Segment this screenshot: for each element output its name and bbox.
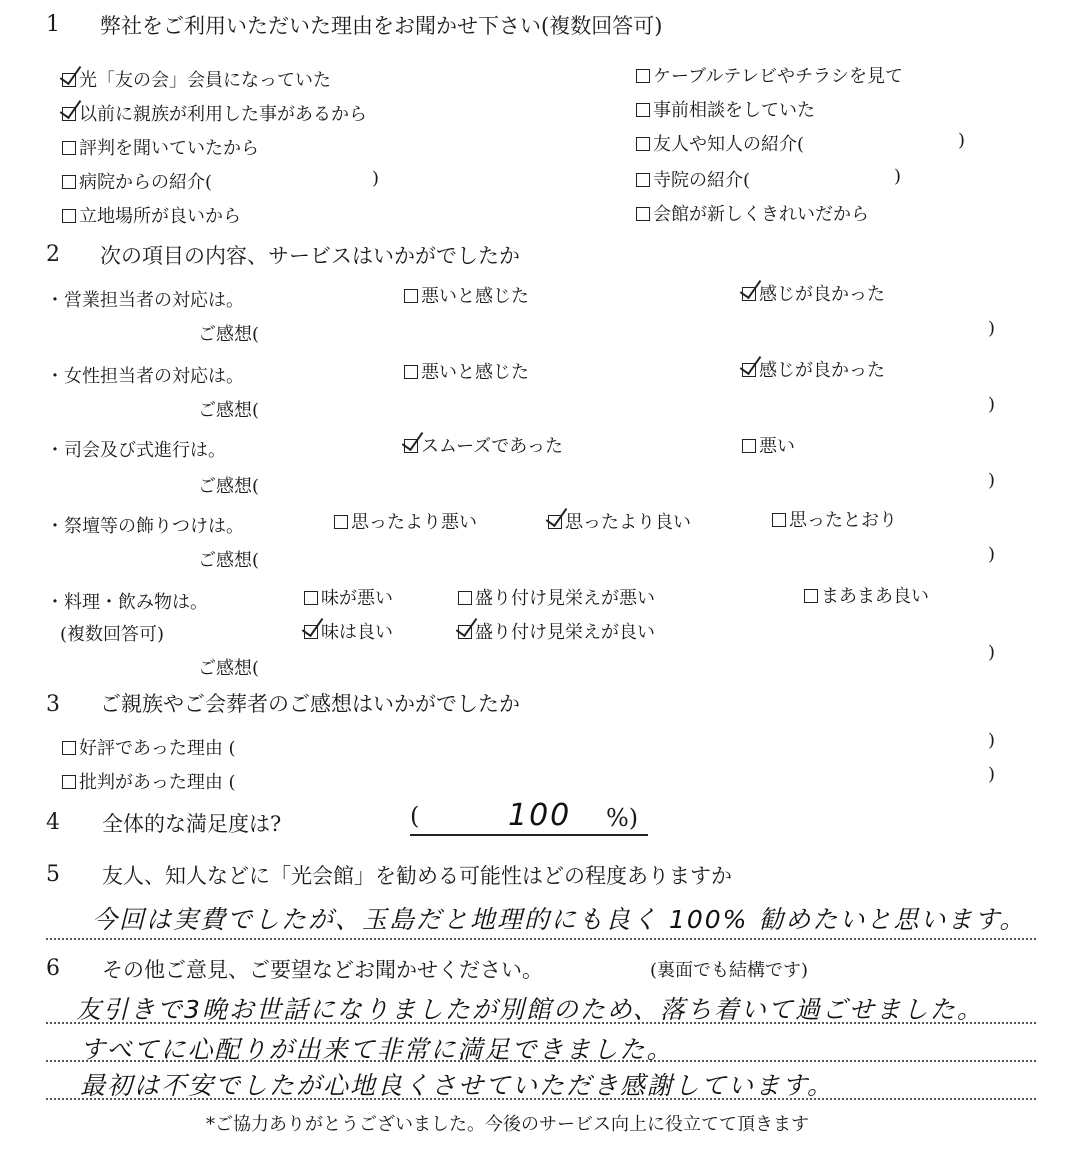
q3-criticism[interactable]: 批判があった理由 (: [62, 768, 236, 794]
q2-food-impression: ご感想(: [198, 658, 260, 679]
q1-option-friend[interactable]: 友人や知人の紹介(: [636, 130, 804, 156]
q2-mc-smooth[interactable]: スムーズであった: [404, 432, 563, 458]
q2-food-taste-good[interactable]: 味は良い: [304, 618, 393, 644]
q1-option-consultation[interactable]: 事前相談をしていた: [636, 96, 815, 122]
q5-answer[interactable]: 今回は実費でしたが、玉島だと地理的にも良く 100% 勧めたいと思います。: [92, 905, 1027, 934]
checkbox[interactable]: [304, 591, 318, 605]
q3-favorable-close: ): [988, 730, 996, 751]
q2-altar-better[interactable]: 思ったより良い: [548, 508, 691, 534]
q2-mc-impression: ご感想(: [198, 476, 260, 497]
q5-number: 5: [46, 862, 60, 887]
q4-title: 全体的な満足度は?: [102, 812, 282, 836]
q2-food-impression-close: ): [988, 642, 996, 663]
checkbox[interactable]: [742, 439, 756, 453]
q3-number: 3: [46, 692, 60, 717]
q2-sales-impression: ご感想(: [198, 324, 260, 345]
q2-food-taste-bad[interactable]: 味が悪い: [304, 584, 393, 610]
q1-option-tomonokai[interactable]: 光「友の会」会員になっていた: [62, 66, 331, 92]
q1-number: 1: [46, 12, 60, 37]
q2-altar-expected[interactable]: 思ったとおり: [772, 506, 897, 532]
q2-sales-good[interactable]: 感じが良かった: [742, 280, 885, 306]
checkbox-checked[interactable]: [62, 73, 76, 87]
q3-criticism-close: ): [988, 764, 996, 785]
checkbox-checked[interactable]: [304, 625, 318, 639]
checkbox-checked[interactable]: [742, 287, 756, 301]
q4-open-paren: (: [410, 802, 420, 830]
q2-female-good[interactable]: 感じが良かった: [742, 356, 885, 382]
q2-altar-label: ・祭壇等の飾りつけは。: [46, 516, 244, 537]
q1-option-location[interactable]: 立地場所が良いから: [62, 202, 241, 228]
q2-number: 2: [46, 242, 60, 267]
checkbox[interactable]: [804, 589, 818, 603]
checkbox[interactable]: [62, 175, 76, 189]
q4-percent-unit: %): [606, 804, 639, 832]
q1-option-relative-used[interactable]: 以前に親族が利用した事があるから: [62, 100, 367, 126]
checkbox[interactable]: [404, 365, 418, 379]
checkbox[interactable]: [636, 69, 650, 83]
checkbox-checked[interactable]: [404, 439, 418, 453]
checkbox[interactable]: [404, 289, 418, 303]
checkbox-checked[interactable]: [548, 515, 562, 529]
q2-altar-impression-close: ): [988, 544, 996, 565]
q2-female-impression-close: ): [988, 394, 996, 415]
q6-ruled-line-2: [46, 1060, 1036, 1062]
q2-food-label: ・料理・飲み物は。: [46, 592, 208, 613]
q6-number: 6: [46, 956, 60, 981]
q6-note: (裏面でも結構です): [650, 960, 809, 981]
checkbox[interactable]: [772, 513, 786, 527]
q2-mc-impression-close: ): [988, 470, 996, 491]
q1-option-temple[interactable]: 寺院の紹介(: [636, 166, 750, 192]
q6-answer-line-1[interactable]: 友引きで3晩お世話になりましたが別館のため、落ち着いて過ごせました。: [76, 995, 984, 1024]
q2-sales-impression-close: ): [988, 318, 996, 339]
q6-answer-line-3[interactable]: 最初は不安でしたが心地良くさせていただき感謝しています。: [80, 1071, 835, 1100]
q6-title: その他ご意見、ご要望などお聞かせください。: [102, 958, 543, 982]
q2-female-label: ・女性担当者の対応は。: [46, 366, 244, 387]
q6-ruled-line-1: [46, 1022, 1036, 1024]
q1-option-new-hall[interactable]: 会館が新しくきれいだから: [636, 200, 869, 226]
q2-mc-bad[interactable]: 悪い: [742, 432, 795, 458]
checkbox[interactable]: [62, 141, 76, 155]
q2-mc-label: ・司会及び式進行は。: [46, 440, 226, 461]
checkbox-checked[interactable]: [458, 625, 472, 639]
q3-title: ご親族やご会葬者のご感想はいかがでしたか: [100, 692, 520, 716]
checkbox-checked[interactable]: [742, 363, 756, 377]
q5-answer-line: [46, 938, 1036, 940]
q2-title: 次の項目の内容、サービスはいかがでしたか: [100, 244, 520, 268]
q1-temple-close: ): [894, 166, 902, 187]
q2-altar-worse[interactable]: 思ったより悪い: [334, 508, 477, 534]
q2-sales-label: ・営業担当者の対応は。: [46, 290, 244, 311]
checkbox[interactable]: [636, 173, 650, 187]
q5-title: 友人、知人などに「光会館」を勧める可能性はどの程度ありますか: [102, 864, 732, 888]
q2-food-okay[interactable]: まあまあ良い: [804, 582, 929, 608]
q2-female-impression: ご感想(: [198, 400, 260, 421]
checkbox-checked[interactable]: [62, 107, 76, 121]
q2-food-look-good[interactable]: 盛り付け見栄えが良い: [458, 618, 655, 644]
checkbox[interactable]: [62, 209, 76, 223]
footer-thanks: *ご協力ありがとうございました。今後のサービス向上に役立てて頂きます: [206, 1114, 809, 1135]
checkbox[interactable]: [334, 515, 348, 529]
checkbox[interactable]: [636, 207, 650, 221]
q4-number: 4: [46, 810, 60, 835]
q1-hospital-close: ): [372, 168, 380, 189]
q4-satisfaction-value[interactable]: 100: [508, 798, 572, 833]
q1-title: 弊社をご利用いただいた理由をお聞かせ下さい(複数回答可): [100, 14, 663, 38]
checkbox[interactable]: [62, 741, 76, 755]
q1-option-reputation[interactable]: 評判を聞いていたから: [62, 134, 259, 160]
q2-sales-bad[interactable]: 悪いと感じた: [404, 282, 529, 308]
q1-option-cable-tv[interactable]: ケーブルテレビやチラシを見て: [636, 62, 903, 88]
q2-food-sublabel: (複数回答可): [60, 624, 165, 645]
q2-altar-impression: ご感想(: [198, 550, 260, 571]
q1-option-hospital[interactable]: 病院からの紹介(: [62, 168, 212, 194]
checkbox[interactable]: [636, 103, 650, 117]
checkbox[interactable]: [62, 775, 76, 789]
q6-answer-line-2[interactable]: すべてに心配りが出来て非常に満足できました。: [80, 1035, 674, 1064]
q2-food-look-bad[interactable]: 盛り付け見栄えが悪い: [458, 584, 655, 610]
checkbox[interactable]: [458, 591, 472, 605]
q6-ruled-line-3: [46, 1098, 1036, 1100]
q2-female-bad[interactable]: 悪いと感じた: [404, 358, 529, 384]
q3-favorable[interactable]: 好評であった理由 (: [62, 734, 236, 760]
q1-friend-close: ): [958, 130, 966, 151]
checkbox[interactable]: [636, 137, 650, 151]
q4-answer-underline: [410, 834, 648, 836]
